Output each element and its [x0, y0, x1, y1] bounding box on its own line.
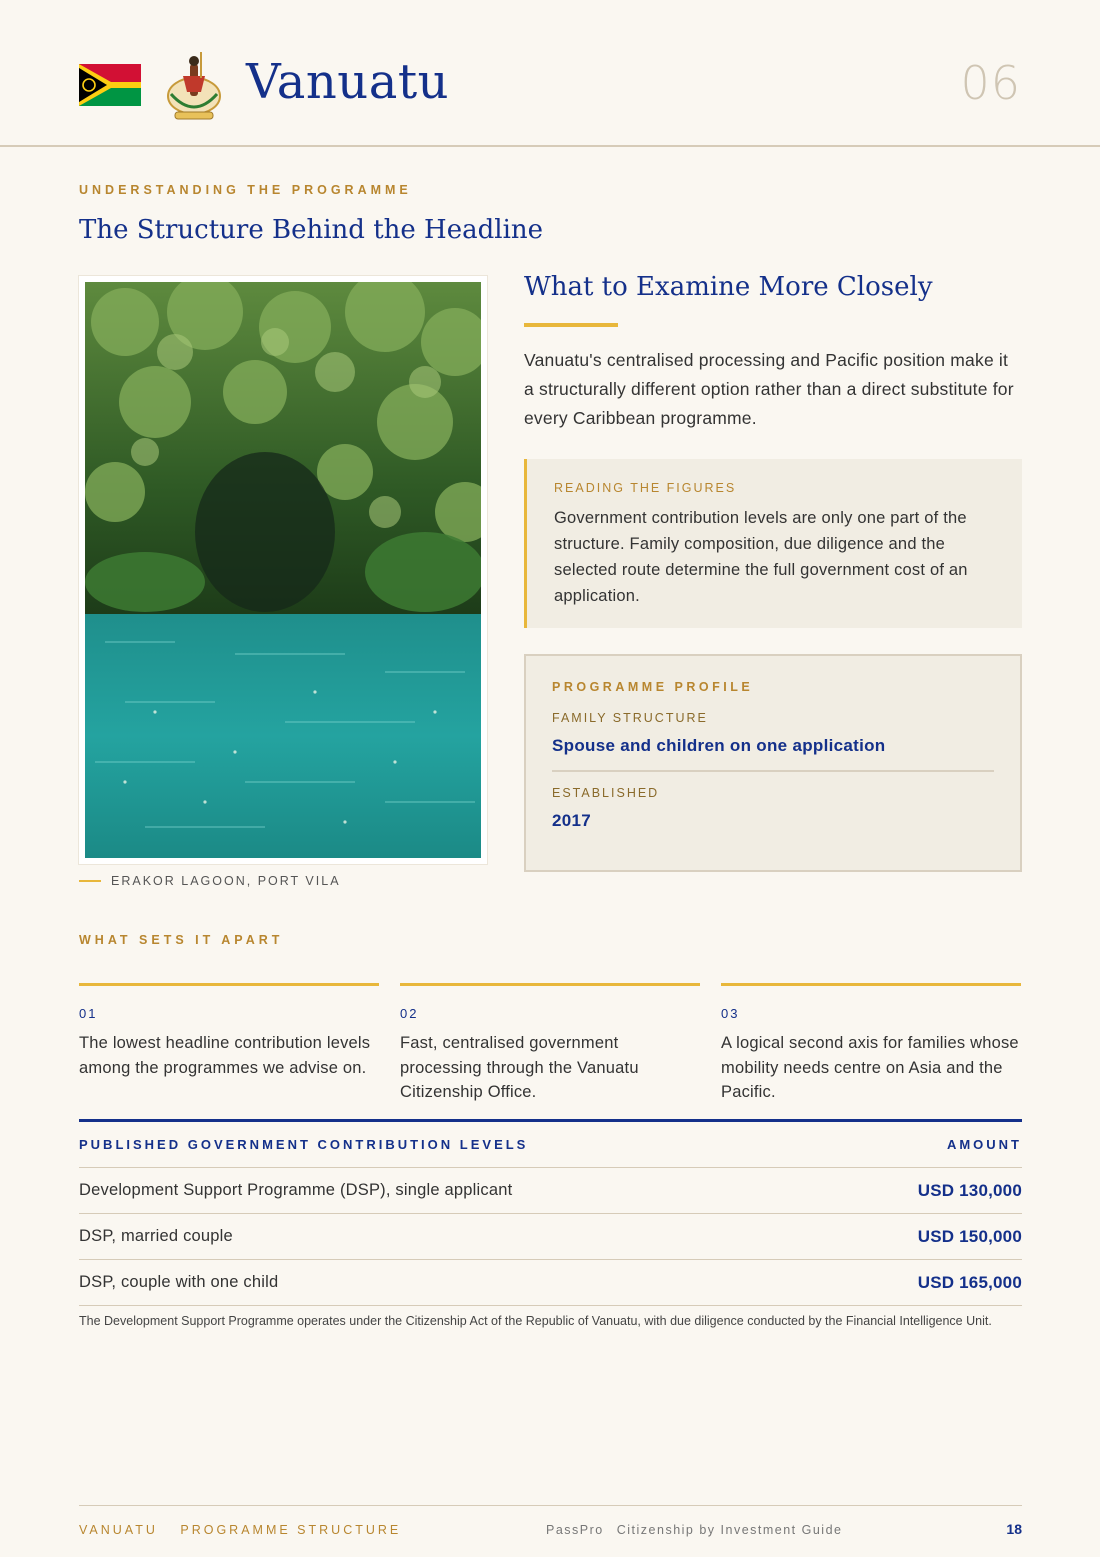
table-row-amount: USD 165,000 — [917, 1272, 1022, 1292]
apart-point-number: 01 — [79, 1006, 98, 1021]
lagoon-image — [85, 282, 481, 858]
examine-intro: Vanuatu's centralised processing and Pacific position make it a structurally different option rather than a direct substitute for every Caribbean programme. — [524, 350, 1014, 428]
page-number: 18 — [1006, 1521, 1022, 1537]
table-row-label: Development Support Programme (DSP), single applicant — [79, 1181, 513, 1199]
footer-section-name: PROGRAMME STRUCTURE — [180, 1523, 402, 1537]
apart-point-text: A logical second axis for families whose mobility needs centre on Asia and the Pacific. — [721, 1034, 1019, 1101]
apart-point-number: 02 — [400, 1006, 419, 1021]
table-row-amount: USD 150,000 — [917, 1226, 1022, 1246]
photo-caption — [79, 874, 341, 888]
footer-section — [79, 1523, 417, 1537]
apart-eyebrow: WHAT SETS IT APART — [79, 933, 284, 947]
chapter-number: 06 — [960, 56, 1021, 110]
profile-title: PROGRAMME PROFILE — [552, 680, 754, 694]
table-header — [79, 1122, 1022, 1168]
photo-caption-text: ERAKOR LAGOON, PORT VILA — [111, 874, 341, 888]
country-title: Vanuatu — [246, 54, 450, 110]
section-title: The Structure Behind the Headline — [79, 215, 544, 245]
footer-brand — [546, 1523, 843, 1537]
apart-point — [400, 983, 700, 1105]
apart-point-text: The lowest headline contribution levels among the programmes we advise on. — [79, 1034, 371, 1077]
table-row — [79, 1214, 1022, 1260]
callout-label: READING THE FIGURES — [554, 481, 737, 495]
apart-point-text: Fast, centralised government processing through the Vanuatu Citizenship Office. — [400, 1034, 639, 1101]
footer-brand-name: PassPro — [546, 1523, 604, 1537]
callout-text: Government contribution levels are only one part of the structure. Family composition, due diligence and the selected route determine the full government cost of an application. — [554, 509, 968, 605]
page-footer — [79, 1505, 1022, 1537]
table-row — [79, 1260, 1022, 1306]
table-header-label: PUBLISHED GOVERNMENT CONTRIBUTION LEVELS — [79, 1137, 529, 1152]
vanuatu-flag-icon — [79, 64, 141, 106]
table-footnote: The Development Support Programme operates under the Citizenship Act of the Republic of Vanuatu, with due diligence conducted by the Financial Intelligence Unit. — [79, 1314, 992, 1328]
contribution-table — [79, 1119, 1022, 1306]
section-eyebrow: UNDERSTANDING THE PROGRAMME — [79, 183, 412, 197]
table-row — [79, 1168, 1022, 1214]
table-row-label: DSP, couple with one child — [79, 1273, 279, 1291]
apart-point — [721, 983, 1021, 1105]
table-header-amount: AMOUNT — [946, 1137, 1022, 1152]
apart-point-number: 03 — [721, 1006, 740, 1021]
footer-country: VANUATU — [79, 1523, 158, 1537]
profile-value-established: 2017 — [552, 811, 592, 830]
vanuatu-coat-of-arms-icon — [163, 46, 225, 124]
profile-label-established: ESTABLISHED — [552, 786, 660, 800]
gold-rule-divider — [524, 323, 618, 327]
profile-divider — [552, 770, 994, 772]
apart-point — [79, 983, 379, 1080]
lagoon-photo — [79, 276, 487, 864]
page-header — [0, 0, 1100, 147]
programme-profile-box — [524, 654, 1022, 872]
reading-figures-callout — [524, 459, 1022, 628]
profile-label-family-structure: FAMILY STRUCTURE — [552, 711, 708, 725]
profile-value-family-structure: Spouse and children on one application — [552, 736, 886, 755]
caption-dash — [79, 880, 101, 882]
examine-heading: What to Examine More Closely — [524, 272, 933, 302]
table-row-amount: USD 130,000 — [917, 1180, 1022, 1200]
footer-guide-name: Citizenship by Investment Guide — [616, 1523, 843, 1537]
table-row-label: DSP, married couple — [79, 1227, 233, 1245]
